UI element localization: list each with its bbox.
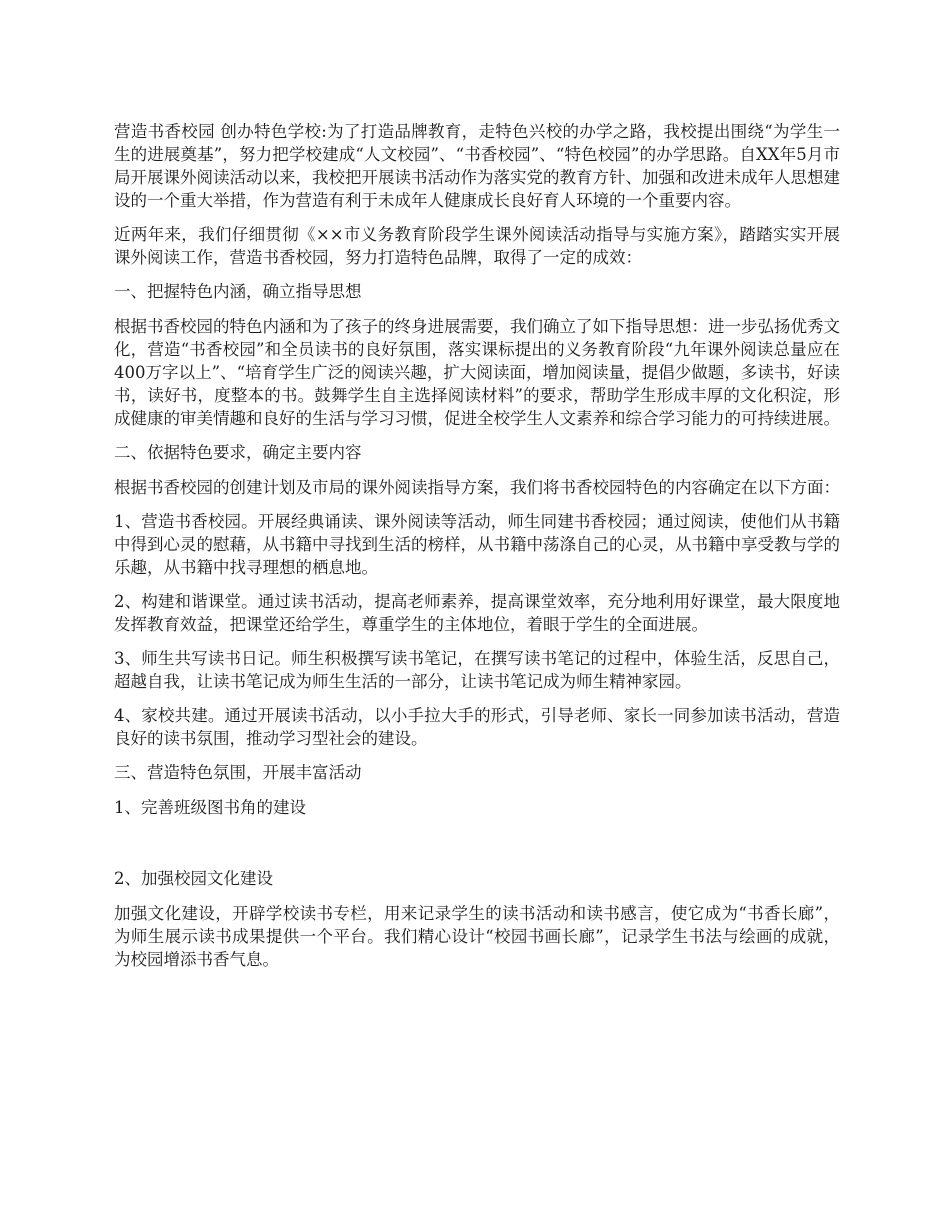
list-item-4: 4、家校共建。通过开展读书活动，以小手拉大手的形式，引导老师、家长一同参加读书活动，营造良好的读书氛围，推动学习型社会的建设。 — [114, 706, 840, 748]
section-heading-1: 一、把握特色内涵，确立指导思想 — [114, 282, 362, 301]
list-item-3: 3、师生共写读书日记。师生积极撰写读书笔记，在撰写读书笔记的过程中，体验生活，反思自己，超越自我，让读书笔记成为师生生活的一部分，让读书笔记成为师生精神家园。 — [114, 649, 840, 691]
list-item-1: 1、营造书香校园。开展经典诵读、课外阅读等活动，师生同建书香校园；通过阅读，使他们从书籍中得到心灵的慰藉，从书籍中寻找到生活的榜样，从书籍中荡涤自己的心灵，从书籍中享受教与学的乐趣，从书籍中找寻理想的栖息地。 — [114, 512, 840, 577]
paragraph-guiding-thought: 根据书香校园的特色内涵和为了孩子的终身进展需要，我们确立了如下指导思想：进一步弘扬优秀文化，营造“书香校园”和全员读书的良好氛围，落实课标提出的义务教育阶段“九年课外阅读总量应在400万字以上”、“培育学生广泛的阅读兴趣，扩大阅读面，增加阅读量，提倡少做题，多读书，好读书，读好书，度整本的书。鼓舞学生自主选择阅读材料”的要求，帮助学生形成丰厚的文化积淀，形成健康的审美情趣和良好的生活与学习习惯，促进全校学生人文素养和综合学习能力的可持续进展。 — [114, 317, 840, 428]
list-item-2: 2、构建和谐课堂。通过读书活动，提高老师素养，提高课堂效率，充分地利用好课堂，最大限度地发挥教育效益，把课堂还给学生，尊重学生的主体地位，着眼于学生的全面进展。 — [114, 592, 840, 634]
paragraph-culture: 加强文化建设，开辟学校读书专栏，用来记录学生的读书活动和读书感言，使它成为“书香长廊”，为师生展示读书成果提供一个平台。我们精心设计“校园书画长廊”，记录学生书法与绘画的成就，为校园增添书香气息。 — [114, 904, 840, 969]
subheading-2: 2、加强校园文化建设 — [114, 869, 273, 888]
paragraph-intro: 营造书香校园 创办特色学校:为了打造品牌教育，走特色兴校的办学之路，我校提出围绕“为学生一生的进展奠基”，努力把学校建成“人文校园”、“书香校园”、“特色校园”的办学思路。自XX年5月市局开展课外阅读活动以来，我校把开展读书活动作为落实党的教育方针、加强和改进未成年人思想建设的一个重大举措，作为营造有利于未成年人健康成长良好育人环境的一个重要内容。 — [114, 122, 840, 210]
subheading-1: 1、完善班级图书角的建设 — [114, 798, 306, 817]
section-heading-3: 三、营造特色氛围，开展丰富活动 — [114, 763, 362, 782]
section-heading-2: 二、依据特色要求，确定主要内容 — [114, 443, 362, 462]
paragraph-content-intro: 根据书香校园的创建计划及市局的课外阅读指导方案，我们将书香校园特色的内容确定在以下方面： — [114, 478, 840, 497]
paragraph-overview: 近两年来，我们仔细贯彻《××市义务教育阶段学生课外阅读活动指导与实施方案》，踏踏实实开展课外阅读工作，营造书香校园，努力打造特色品牌，取得了一定的成效： — [114, 225, 840, 267]
document-body — [114, 120, 840, 982]
